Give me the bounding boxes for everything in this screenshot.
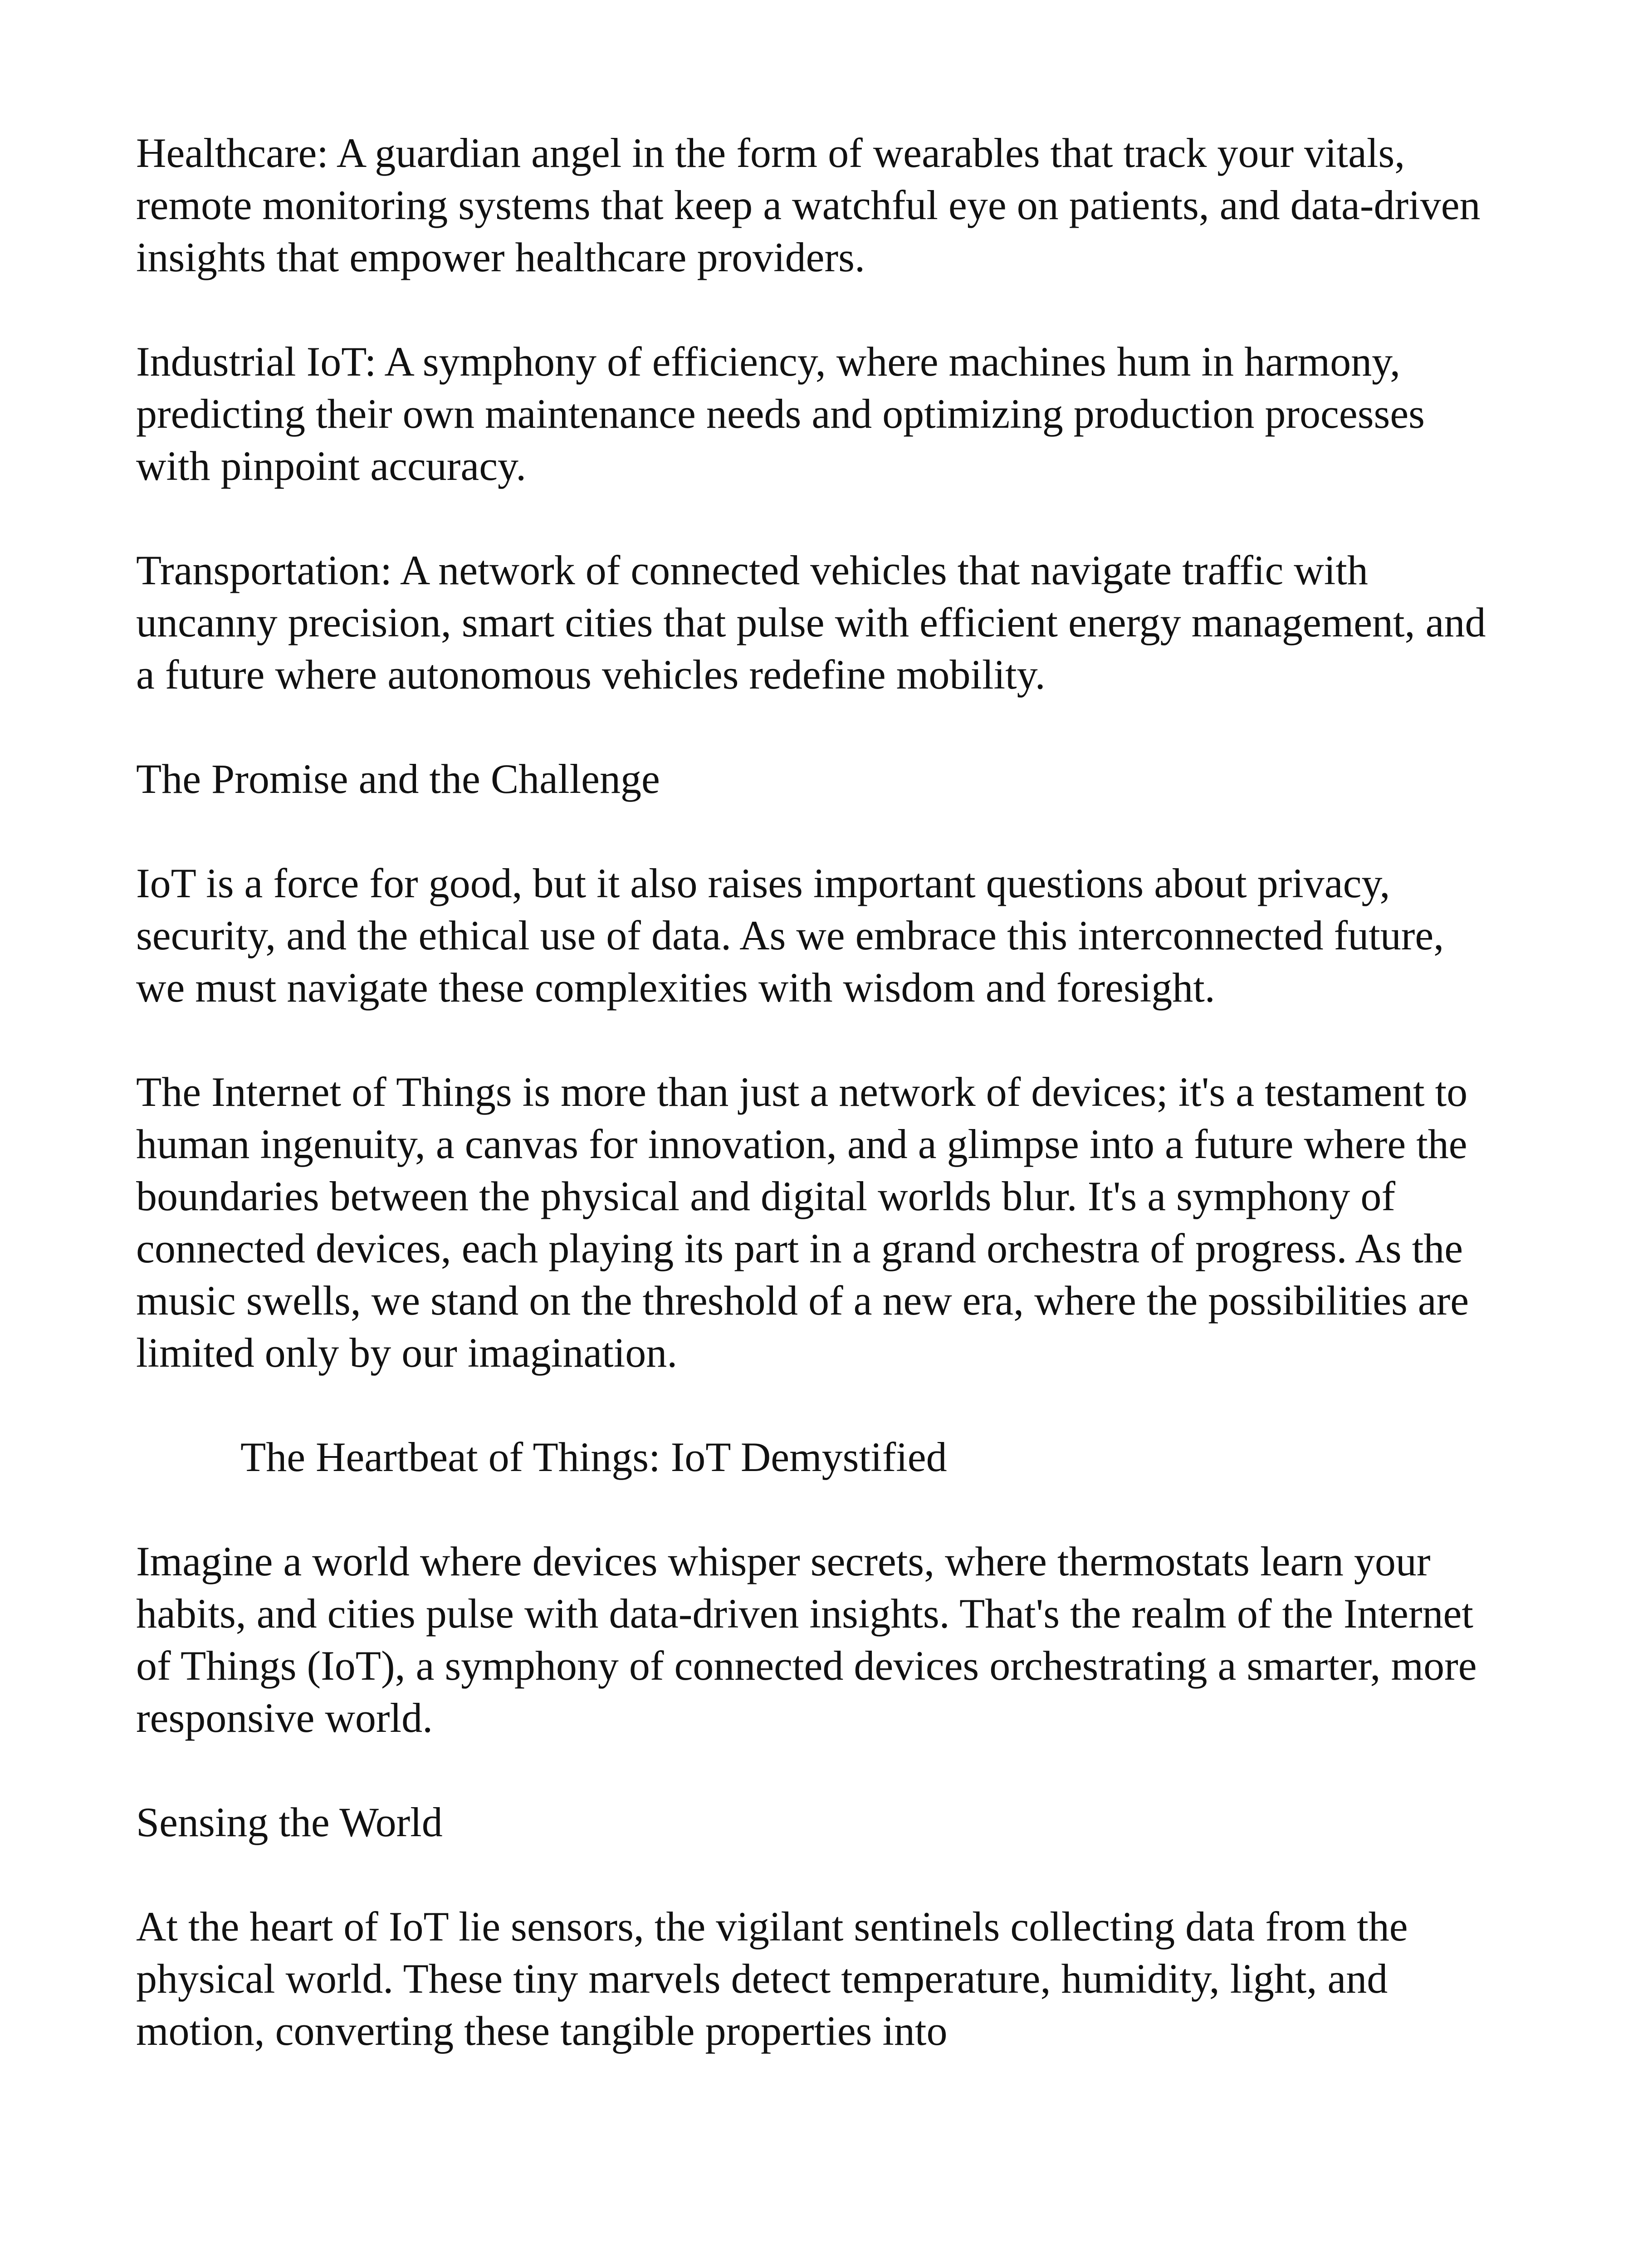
page-body bbox=[136, 127, 1497, 2057]
chapter-heading-heartbeat-of-things: The Heartbeat of Things: IoT Demystified bbox=[240, 1434, 947, 1480]
section-heading-promise-challenge: The Promise and the Challenge bbox=[136, 756, 660, 802]
section-heading-sensing-the-world: Sensing the World bbox=[136, 1799, 443, 1845]
paragraph-internet-of-things-summary: The Internet of Things is more than just a network of devices; it's a testament to human ingenuity, a canvas for innovation, and a glimpse into a future where the boundaries between the physical and digital worlds blur. It's a symphony of connected devices, each playing its part in a grand orchestra of progress. As the music swells, we stand on the threshold of a new era, where the possibilities are limited only by our imagination. bbox=[136, 1069, 1469, 1376]
paragraph-imagine-a-world: Imagine a world where devices whisper secrets, where thermostats learn your habits, and cities pulse with data-driven insights. That's the realm of the Internet of Things (IoT), a symphony of connected devices orchestrating a smarter, more responsive world. bbox=[136, 1538, 1477, 1741]
paragraph-industrial-iot: Industrial IoT: A symphony of efficiency, where machines hum in harmony, predicting their own maintenance needs and optimizing production processes with pinpoint accuracy. bbox=[136, 338, 1425, 489]
paragraph-healthcare: Healthcare: A guardian angel in the form of wearables that track your vitals, remote monitoring systems that keep a watchful eye on patients, and data-driven insights that empower healthcare providers. bbox=[136, 130, 1481, 280]
paragraph-iot-force-for-good: IoT is a force for good, but it also raises important questions about privacy, security, and the ethical use of data. As we embrace this interconnected future, we must navigate these complexities with wisdom and foresight. bbox=[136, 860, 1444, 1011]
paragraph-transportation: Transportation: A network of connected vehicles that navigate traffic with uncanny precision, smart cities that pulse with efficient energy management, and a future where autonomous vehicles redefine mobility. bbox=[136, 547, 1486, 698]
paragraph-sensors: At the heart of IoT lie sensors, the vigilant sentinels collecting data from the physical world. These tiny marvels detect temperature, humidity, light, and motion, converting these tangible properties into bbox=[136, 1903, 1408, 2054]
